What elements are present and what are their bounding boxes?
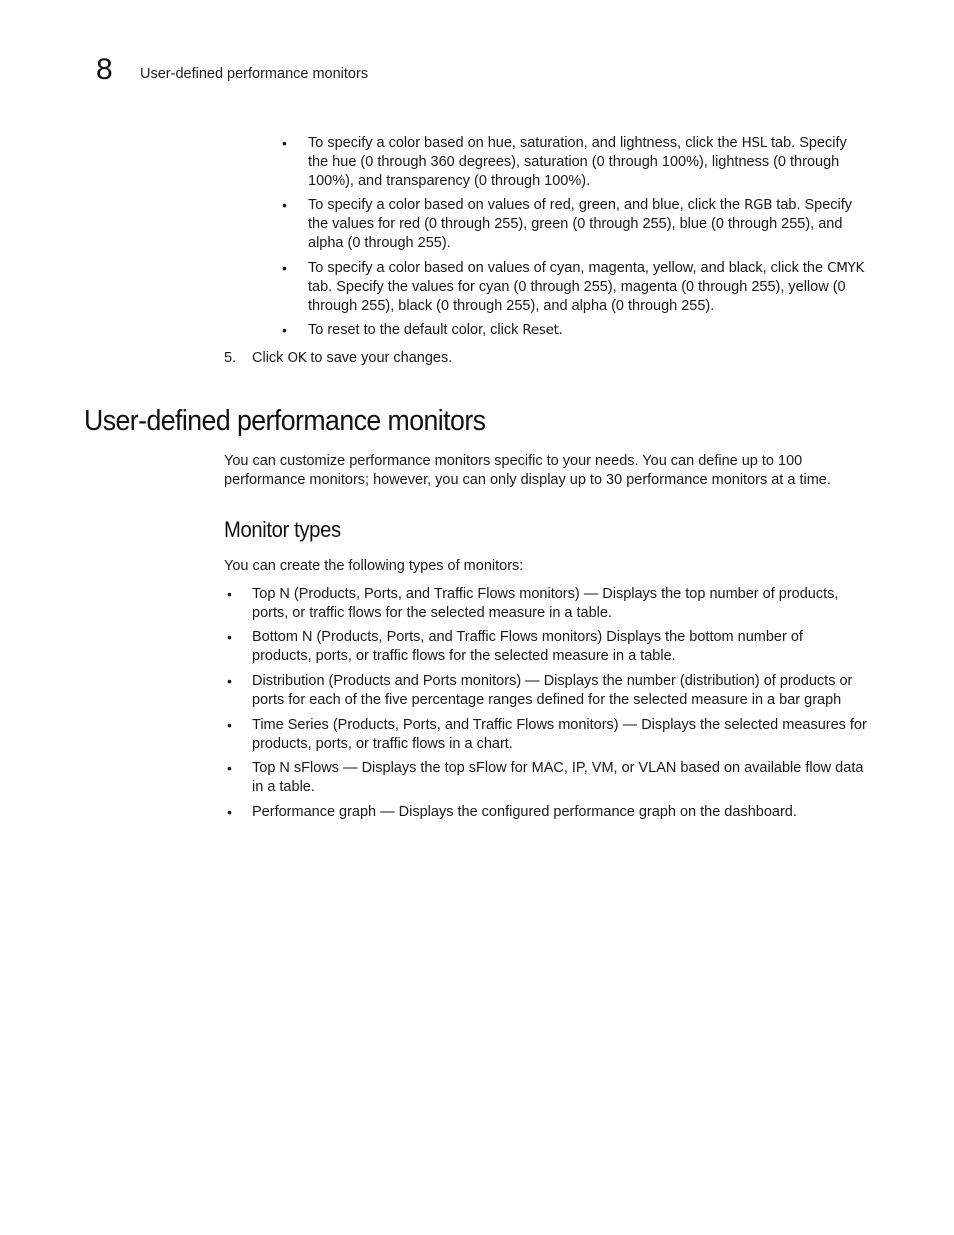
subsection-title: Monitor types bbox=[224, 517, 341, 542]
bullet-icon: • bbox=[227, 717, 232, 733]
bullet-icon: • bbox=[227, 629, 232, 645]
list-item-text: To specify a color based on values of cyan, magenta, yellow, and black, click the CMYK tab. Specify the values for cyan (0 through 255), magenta (0 through 255), yellow (0 through 255), black (0 through 255), and alpha (0 through 255). bbox=[308, 260, 865, 314]
list-item-text: To specify a color based on hue, saturation, and lightness, click the HSL tab. Specify the hue (0 through 360 degrees), saturation (0 through 100%), lightness (0 through 100%), and transparency (0 through 100%). bbox=[308, 135, 847, 189]
hsl-tab-term: HSL bbox=[741, 135, 767, 151]
bullet-icon: • bbox=[282, 197, 287, 213]
cmyk-tab-term: CMYK bbox=[827, 260, 865, 276]
step-number: 5. bbox=[224, 350, 237, 366]
section-intro: You can customize performance monitors specific to your needs. You can define up to 100 performance monitors; however, you can only display up to 30 performance monitors at a time. bbox=[224, 453, 831, 488]
bullet-icon: • bbox=[227, 804, 232, 820]
bullet-icon: • bbox=[282, 135, 287, 151]
bullet-icon: • bbox=[227, 586, 232, 602]
subsection-intro: You can create the following types of monitors: bbox=[224, 558, 524, 574]
list-item-text: Top N (Products, Ports, and Traffic Flows monitors) — Displays the top number of products, ports, or traffic flows for the selected measure in a table. bbox=[252, 586, 839, 621]
list-item-text: Distribution (Products and Ports monitors) — Displays the number (distribution) of products or ports for each of the five percentage ranges defined for the selected measure in a bar graph bbox=[252, 673, 853, 708]
list-item-text: Time Series (Products, Ports, and Traffic Flows monitors) — Displays the selected measures for products, ports, or traffic flows in a chart. bbox=[252, 717, 867, 752]
list-item-text: Performance graph — Displays the configured performance graph on the dashboard. bbox=[252, 804, 797, 820]
reset-button-term: Reset bbox=[522, 322, 559, 338]
list-item-text: Top N sFlows — Displays the top sFlow for MAC, IP, VM, or VLAN based on available flow data in a table. bbox=[252, 760, 864, 795]
list-item-text: To specify a color based on values of red, green, and blue, click the RGB tab. Specify the values for red (0 through 255), green (0 through 255), blue (0 through 255), and alpha (0 through 255). bbox=[308, 197, 853, 251]
chapter-number: 8 bbox=[96, 53, 113, 86]
running-header-title: User-defined performance monitors bbox=[140, 66, 369, 82]
ok-button-term: OK bbox=[287, 350, 307, 366]
bullet-icon: • bbox=[282, 322, 287, 338]
step-text: Click OK to save your changes. bbox=[252, 350, 453, 366]
bullet-icon: • bbox=[282, 260, 287, 276]
bullet-icon: • bbox=[227, 673, 232, 689]
list-item-text: Bottom N (Products, Ports, and Traffic Flows monitors) Displays the bottom number of products, ports, or traffic flows for the selected measure in a table. bbox=[252, 629, 803, 664]
list-item-text: To reset to the default color, click Reset. bbox=[308, 322, 563, 338]
rgb-tab-term: RGB bbox=[744, 197, 773, 213]
bullet-icon: • bbox=[227, 760, 232, 776]
section-title: User-defined performance monitors bbox=[84, 405, 486, 437]
